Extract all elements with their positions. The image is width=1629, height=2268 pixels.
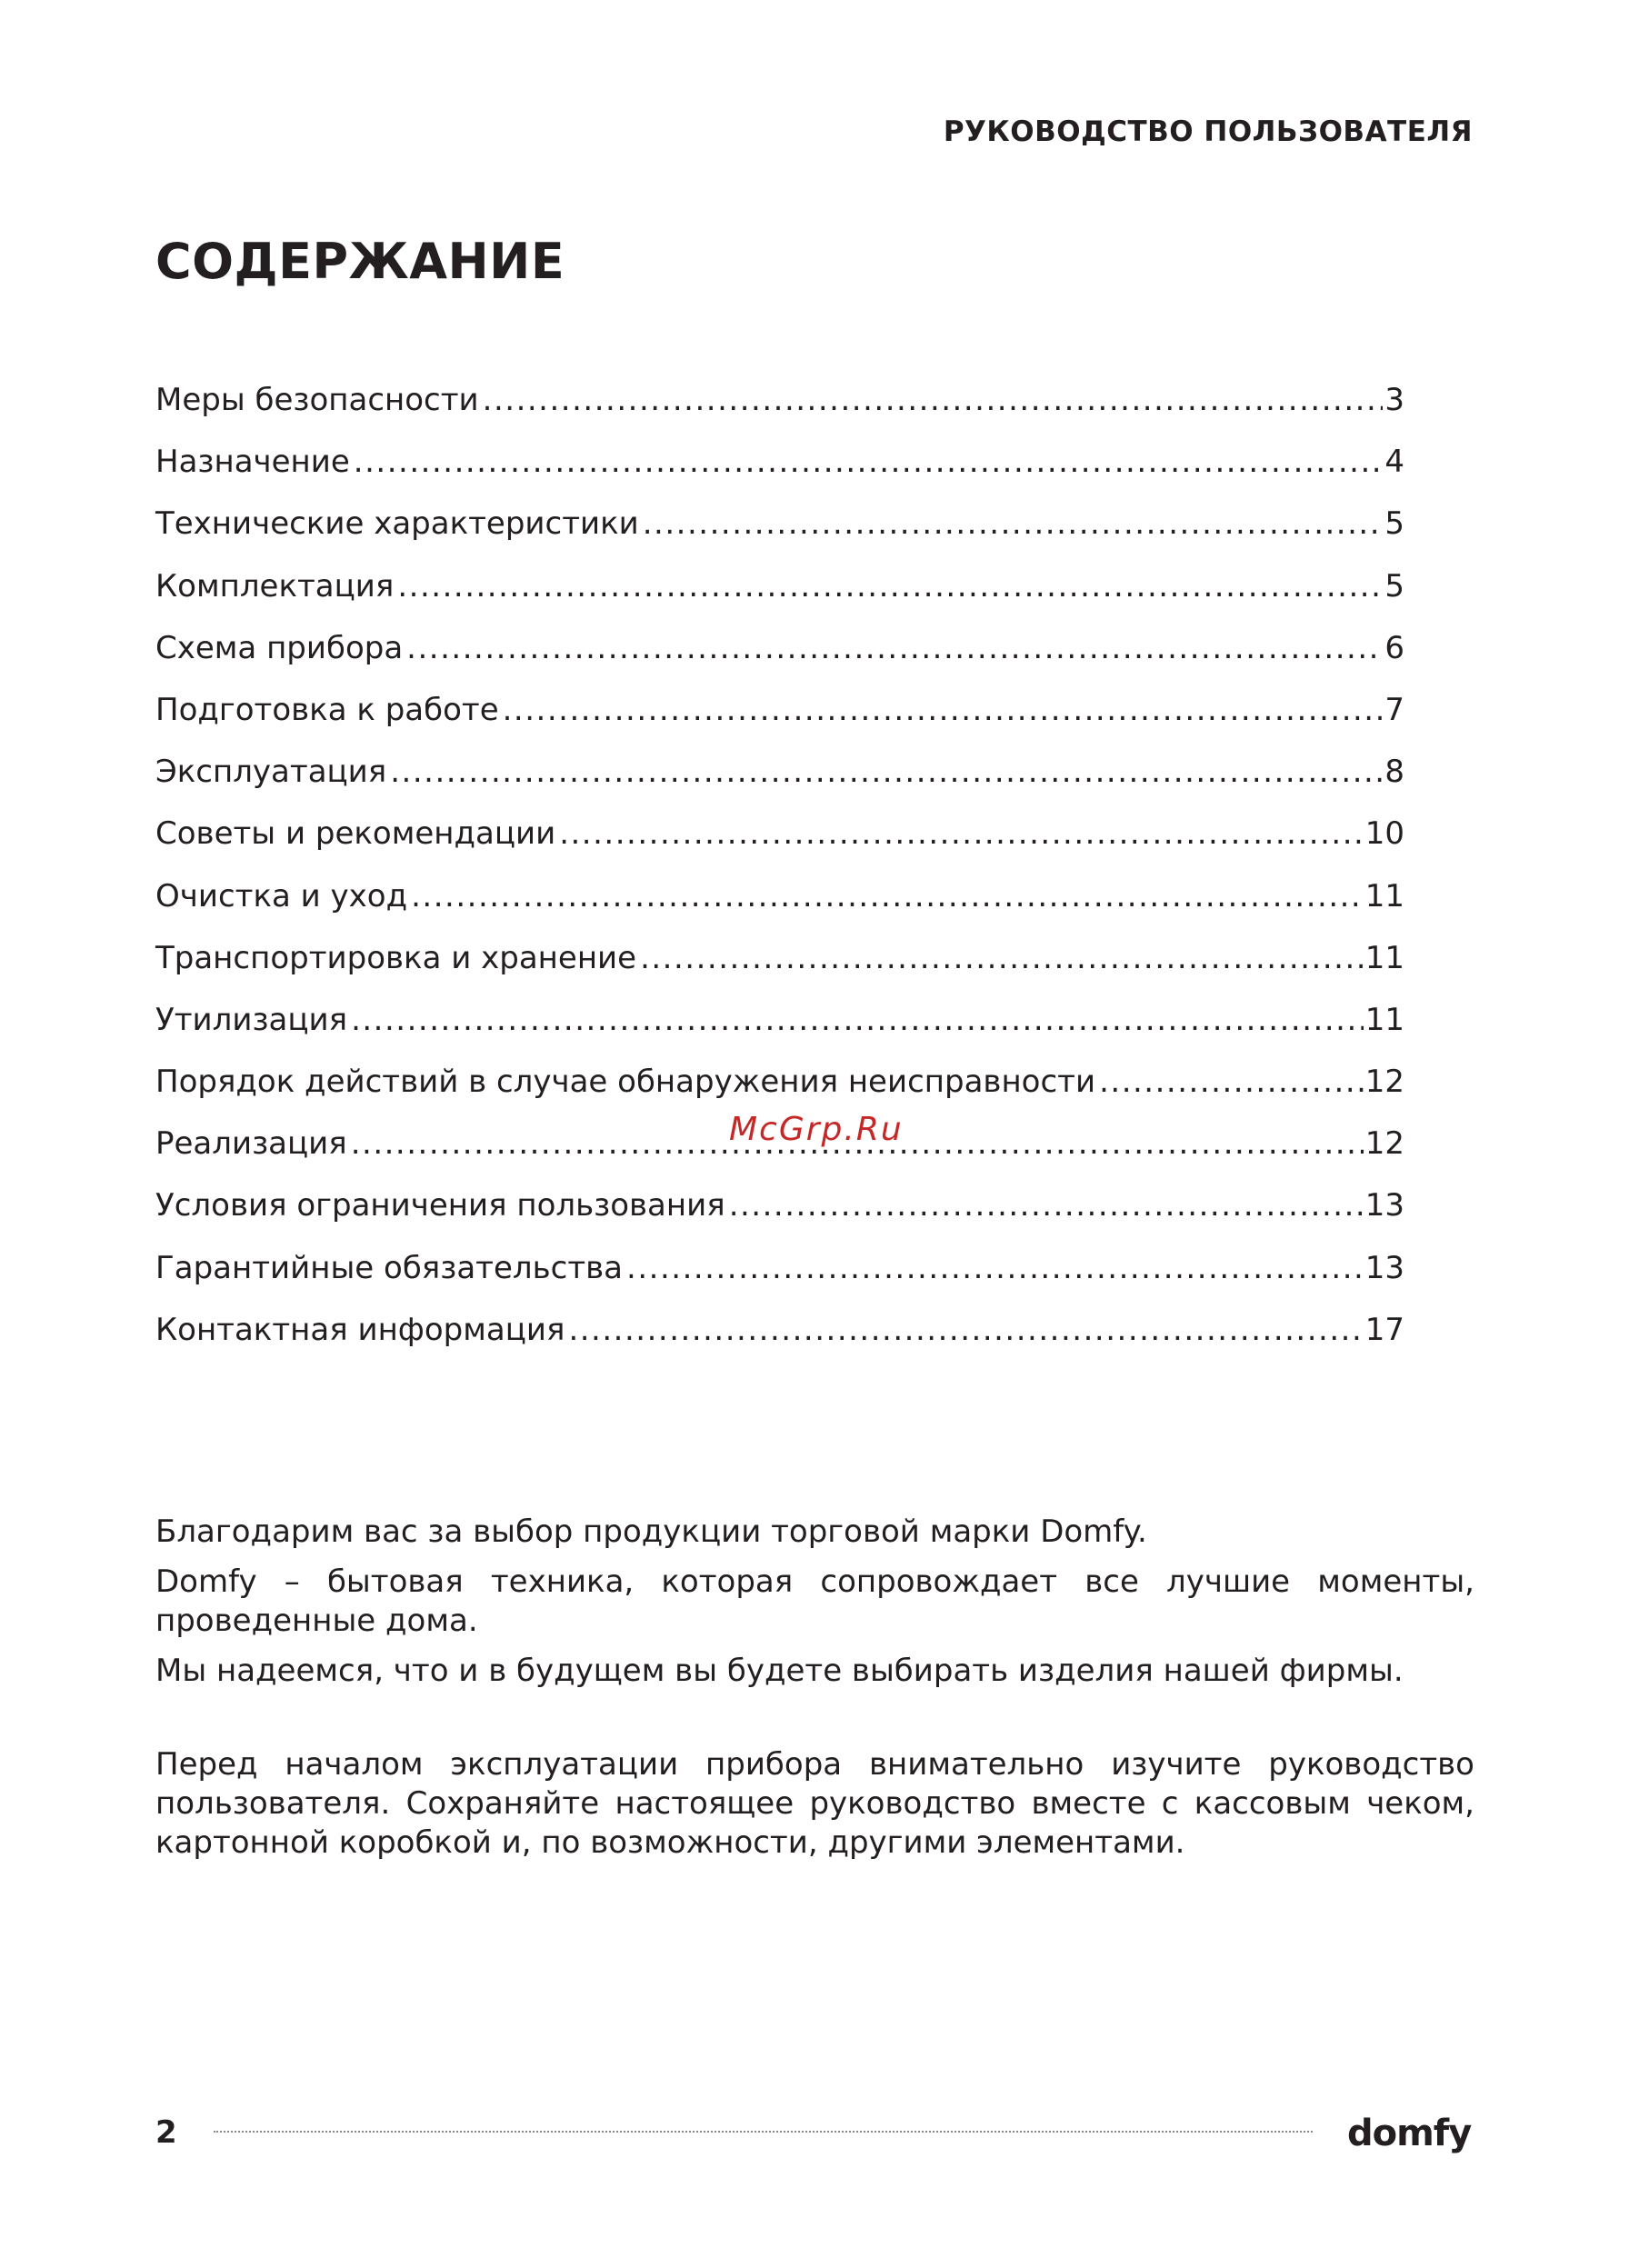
toc-entry-label: Порядок действий в случае обнаружения неисправности — [155, 1064, 1096, 1101]
toc-entry-label: Транспортировка и хранение — [155, 939, 637, 976]
domfy-logo — [1347, 2107, 1474, 2158]
toc-entry[interactable] — [155, 369, 1404, 431]
toc-entry[interactable] — [155, 989, 1404, 1051]
intro-section — [155, 1513, 1474, 1873]
toc-entry-page-number: 12 — [1364, 1125, 1404, 1163]
toc-entry[interactable] — [155, 493, 1404, 555]
toc-entry-label: Технические характеристики — [155, 505, 639, 543]
toc-dot-leader — [411, 865, 1364, 927]
toc-dot-leader — [643, 493, 1384, 555]
toc-dot-leader — [406, 617, 1383, 679]
domfy-logo-wordmark: domfy — [1347, 2113, 1472, 2154]
toc-entry-label: Условия ограничения пользования — [155, 1187, 725, 1224]
table-of-contents — [155, 369, 1404, 1361]
toc-dot-leader — [729, 1174, 1364, 1236]
toc-dot-leader — [626, 1237, 1364, 1299]
toc-dot-leader — [640, 927, 1364, 989]
toc-entry-page-number: 11 — [1364, 877, 1404, 914]
footer-divider — [214, 2131, 1313, 2133]
toc-entry-label: Гарантийные обязательства — [155, 1249, 624, 1286]
toc-entry[interactable] — [155, 555, 1404, 617]
toc-entry-label: Схема прибора — [155, 629, 404, 666]
intro-hope: Мы надеемся, что и в будущем вы будете выбирать изделия нашей фирмы. — [155, 1653, 1404, 1689]
toc-entry-page-number: 4 — [1384, 444, 1404, 481]
toc-entry[interactable] — [155, 865, 1404, 927]
toc-entry-page-number: 3 — [1384, 382, 1404, 418]
running-header: РУКОВОДСТВО ПОЛЬЗОВАТЕЛЯ — [943, 115, 1473, 148]
toc-entry-page-number: 17 — [1364, 1311, 1404, 1348]
toc-entry-label: Контактная информация — [155, 1311, 565, 1348]
toc-entry-label: Назначение — [155, 444, 350, 481]
toc-dot-leader — [503, 679, 1384, 741]
toc-entry-page-number: 5 — [1384, 567, 1404, 604]
toc-entry[interactable] — [155, 617, 1404, 679]
toc-entry-label: Советы и рекомендации — [155, 815, 556, 853]
toc-dot-leader — [351, 989, 1364, 1051]
toc-entry[interactable] — [155, 803, 1404, 864]
intro-brand-statement: Domfy – бытовая техника, которая сопровождает все лучшие моменты, проведенные дома. — [155, 1564, 1474, 1639]
toc-entry-page-number: 11 — [1364, 1001, 1404, 1038]
toc-entry-page-number: 13 — [1364, 1187, 1404, 1224]
toc-entry-label: Подготовка к работе — [155, 691, 499, 728]
toc-entry-page-number: 6 — [1384, 629, 1404, 666]
toc-entry-page-number: 7 — [1384, 691, 1404, 728]
toc-entry[interactable] — [155, 1237, 1404, 1299]
toc-entry[interactable] — [155, 1299, 1404, 1361]
toc-dot-leader — [1099, 1051, 1364, 1113]
toc-entry-page-number: 8 — [1384, 754, 1404, 791]
intro-thanks: Благодарим вас за выбор продукции торговой марки Domfy. — [155, 1514, 1147, 1550]
toc-entry[interactable] — [155, 741, 1404, 803]
toc-dot-leader — [354, 431, 1384, 493]
toc-entry-label: Меры безопасности — [155, 382, 479, 418]
toc-dot-leader — [559, 803, 1364, 864]
toc-dot-leader — [568, 1299, 1363, 1361]
toc-entry-page-number: 13 — [1364, 1249, 1404, 1286]
page-title: СОДЕРЖАНИЕ — [155, 233, 565, 290]
toc-entry-label: Комплектация — [155, 567, 395, 604]
toc-entry-page-number: 10 — [1364, 815, 1404, 853]
toc-dot-leader — [397, 555, 1383, 617]
toc-entry-page-number: 11 — [1364, 939, 1404, 976]
toc-entry-label: Утилизация — [155, 1001, 348, 1038]
toc-entry-label: Очистка и уход — [155, 877, 408, 914]
page-number: 2 — [155, 2114, 177, 2151]
toc-entry-page-number: 12 — [1364, 1064, 1404, 1101]
toc-entry[interactable] — [155, 1174, 1404, 1236]
intro-notice: Перед началом эксплуатации прибора внимательно изучите руководство пользователя. Сохраняйте настоящее руководство вместе с кассовым чеком, картонной коробкой и, по возможности, другими элементами. — [155, 1746, 1474, 1861]
toc-dot-leader — [390, 741, 1383, 803]
toc-entry-page-number: 5 — [1384, 505, 1404, 543]
watermark: McGrp.Ru — [729, 1111, 904, 1148]
toc-entry-label: Эксплуатация — [155, 754, 387, 791]
toc-entry[interactable] — [155, 431, 1404, 493]
toc-entry-label: Реализация — [155, 1125, 347, 1163]
toc-dot-leader — [483, 369, 1384, 431]
toc-entry[interactable] — [155, 679, 1404, 741]
page-footer — [155, 2107, 1474, 2162]
toc-entry[interactable] — [155, 927, 1404, 989]
toc-entry[interactable] — [155, 1051, 1404, 1113]
